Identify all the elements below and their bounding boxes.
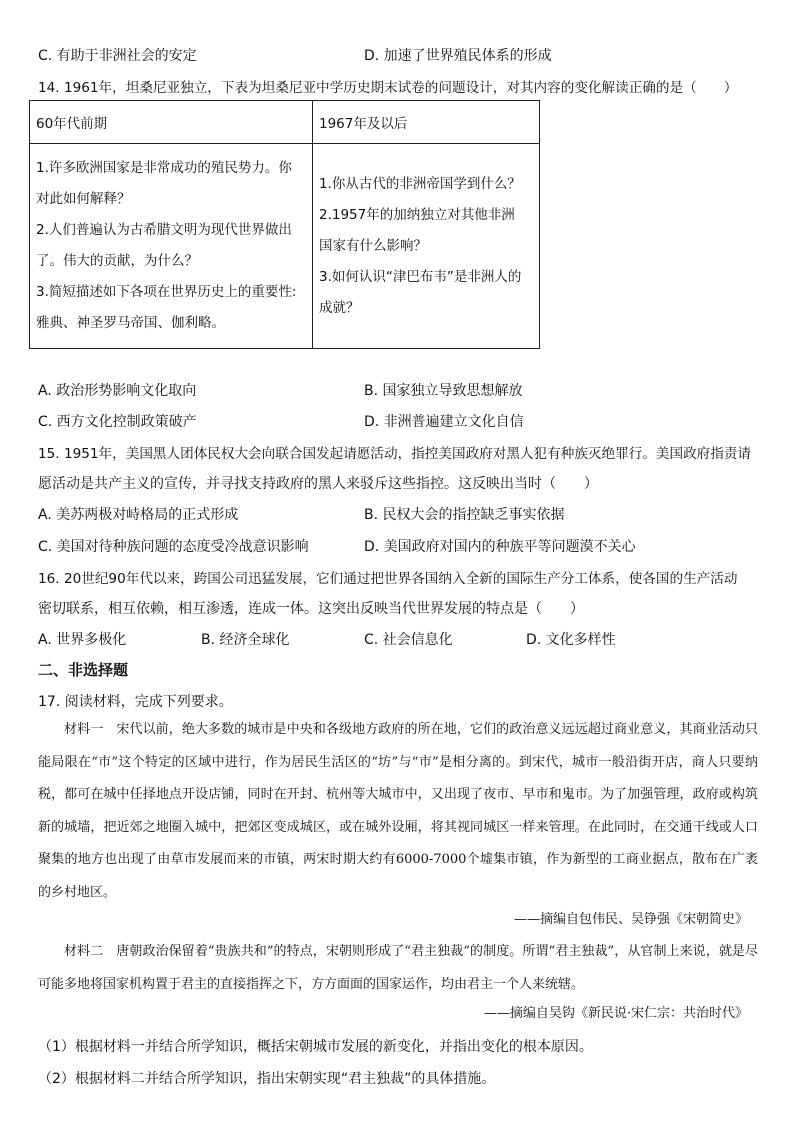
q16-stem-line1: 16. 20世纪90年代以来，跨国公司迅猛发展，它们通过把世界各国纳入全新的国际生产分工体系，使各国的生产活动	[38, 571, 738, 587]
left-line: 雅典、神圣罗马帝国、伽利略。	[36, 315, 225, 331]
q15-stem-line2: 愿活动是共产主义的宣传，并寻找支持政府的黑人来驳斥这些指控。这反映出当时（ ）	[38, 476, 598, 492]
right-line: 1.你从古代的非洲帝国学到什么？	[319, 175, 521, 192]
q14-option-c: C. 西方文化控制政策破产	[38, 414, 197, 430]
material-two-source: ——摘编自吴钩《新民说·宋仁宗：共治时代》	[483, 1006, 748, 1021]
q15-option-c: C. 美国对待种族问题的态度受冷战意识影响	[38, 539, 309, 555]
q14-option-b: B. 国家独立导致思想解放	[364, 383, 523, 399]
q16-option-a: A. 世界多极化	[38, 632, 127, 648]
table-header-left: 60年代前期	[30, 101, 313, 144]
q13-option-c: C. 有助于非洲社会的安定	[38, 48, 197, 64]
right-line: 国家有什么影响？	[319, 237, 427, 254]
material-one-source: ——摘编自包伟民、吴铮强《宋朝简史》	[513, 912, 748, 927]
q15-option-a: A. 美苏两极对峙格局的正式形成	[38, 507, 239, 523]
left-line: 1.许多欧洲国家是非常成功的殖民势力。你	[36, 160, 292, 176]
q13-option-d: D. 加速了世界殖民体系的形成	[364, 48, 552, 64]
q14-option-a: A. 政治形势影响文化取向	[38, 383, 197, 399]
left-line: 3.简短描述如下各项在世界历史上的重要性:	[36, 284, 297, 300]
table-header-right: 1967年及以后	[313, 101, 540, 144]
q16-option-c: C. 社会信息化	[364, 632, 453, 648]
left-line: 对此如何解释？	[36, 191, 131, 207]
right-line: 成就？	[319, 299, 360, 316]
q17-task-1: （1）根据材料一并结合所学知识，概括宋朝城市发展的新变化，并指出变化的根本原因。	[38, 1039, 593, 1055]
left-line: 了。伟大的贡献，为什么？	[36, 253, 198, 269]
right-line: 2.1957年的加纳独立对其他非洲	[319, 206, 515, 223]
q16-stem-line2: 密切联系，相互依赖，相互渗透，连成一体。这突出反映当代世界发展的特点是（ ）	[38, 601, 584, 617]
left-line: 2.人们普遍认为古希腊文明为现代世界做出	[36, 222, 292, 238]
table-cell-right	[313, 144, 540, 349]
q16-option-b: B. 经济全球化	[201, 632, 290, 648]
section-title: 二、非选择题	[38, 661, 129, 679]
q14-table	[29, 100, 540, 349]
right-line: 3.如何认识“津巴布韦”是非洲人的	[319, 268, 522, 285]
q17-task-2: （2）根据材料二并结合所学知识，指出宋朝实现“君主独裁”的具体措施。	[38, 1071, 496, 1087]
material-one: 材料一 宋代以前，绝大多数的城市是中央和各级地方政府的所在地，它们的政治意义远远超过商业意义，其商业活动只能局限在“市”这个特定的区域中进行，作为居民生活区的“坊”与“市”是相分离的。到宋代，城市一般沿街开店，商人只要纳税，都可在城中任择地点开设店铺，同时在开封、杭州等大城市中，又出现了夜市、早市和鬼市。为了加强管理，政府或构筑新的城墙，把近郊之地圈入城中，把郊区变成城区，或在城外设厢，将其视同城区一样来管理。在此同时，在交通干线或人口聚集的地方也出现了由草市发展而来的市镇，两宋时期大约有6000-7000个墟集市镇，作为新型的工商业据点，散布在广袤的乡村地区。	[38, 722, 758, 900]
q15-option-b: B. 民权大会的指控缺乏事实依据	[364, 507, 565, 523]
q16-option-d: D. 文化多样性	[526, 632, 616, 648]
q15-stem-line1: 15. 1951年，美国黑人团体民权大会向联合国发起请愿活动，指控美国政府对黑人犯有种族灭绝罪行。美国政府指责请	[38, 446, 752, 462]
q15-option-d: D. 美国政府对国内的种族平等问题漠不关心	[364, 539, 636, 555]
q14-stem: 14. 1961年，坦桑尼亚独立，下表为坦桑尼亚中学历史期末试卷的问题设计，对其内容的变化解读正确的是（ ）	[38, 80, 738, 96]
material-two: 材料二 唐朝政治保留着“贵族共和”的特点，宋朝则形成了“君主独裁”的制度。所谓“君主独裁”，从官制上来说，就是尽可能多地将国家机构置于君主的直接指挥之下，方方面面的国家运作，均由君主一个人来统辖。	[38, 944, 758, 992]
q17-stem: 17. 阅读材料，完成下列要求。	[38, 694, 233, 710]
table-cell-left	[30, 144, 313, 349]
q14-option-d: D. 非洲普遍建立文化自信	[364, 414, 524, 430]
